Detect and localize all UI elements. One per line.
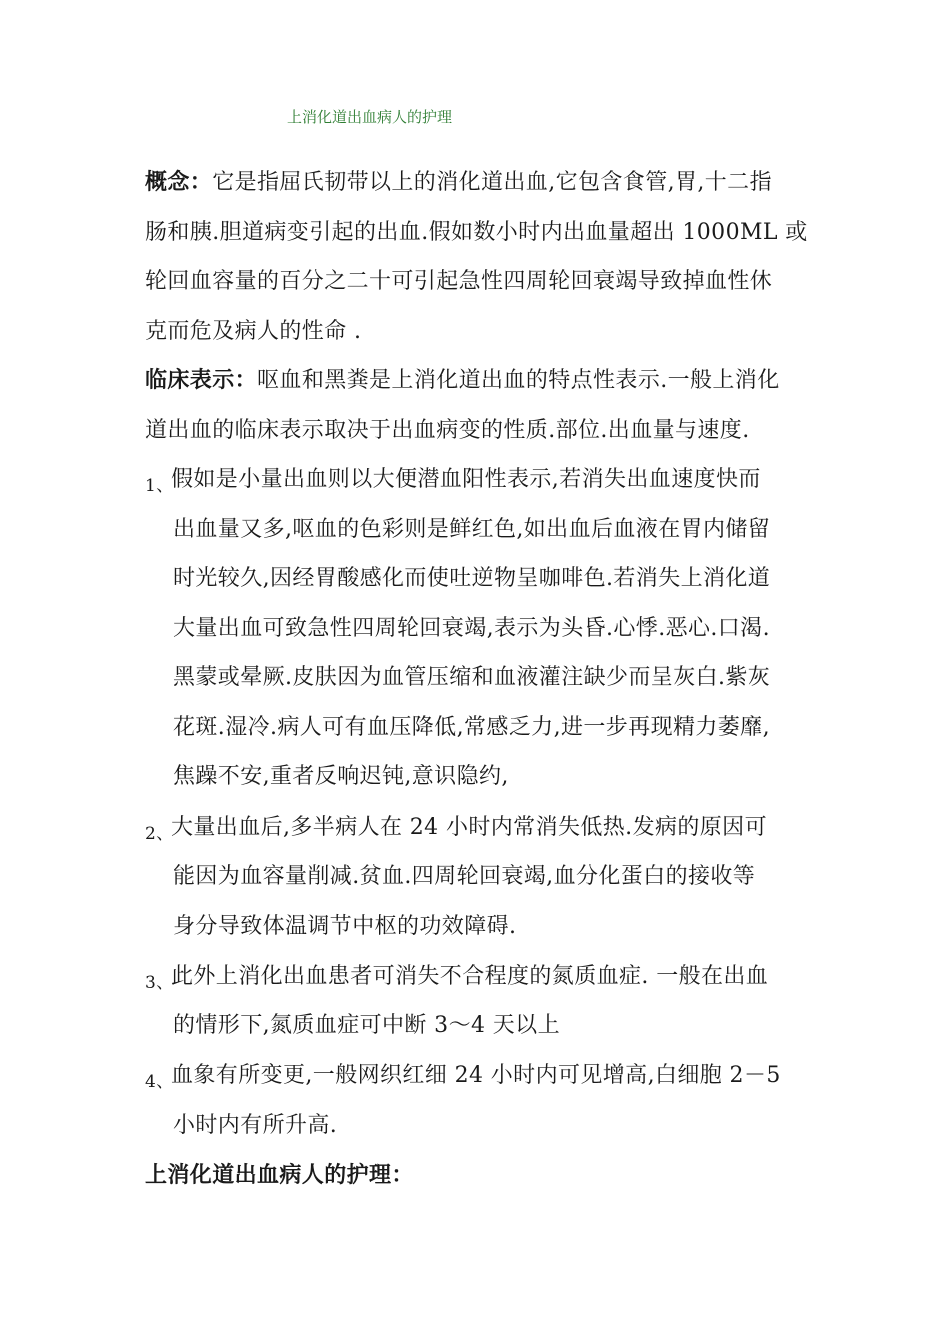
- concept-label: 概念：: [145, 170, 213, 195]
- item-text: 假如是小量出血则以大便潜血阳性表示,若消失出血速度快而: [171, 467, 761, 492]
- clinical-text: 呕血和黑粪是上消化道出血的特点性表示.一般上消化: [257, 368, 780, 393]
- concept-line-4: 克而危及病人的性命 .: [145, 319, 362, 344]
- item-1-line-5: 黑蒙或晕厥.皮肤因为血管压缩和血液灌注缺少而呈灰白.紫灰: [173, 665, 771, 690]
- item-text: 血象有所变更,一般网织红细 24 小时内可见增高,白细胞 2－5: [171, 1063, 781, 1088]
- concept-line-1: [145, 168, 772, 198]
- concept-text: 它是指屈氏韧带以上的消化道出血,它包含食管,胃,十二指: [212, 170, 772, 195]
- item-text: 大量出血后,多半病人在 24 小时内常消失低热.发病的原因可: [171, 815, 767, 840]
- item-2-line-2: 能因为血容量削减.贫血.四周轮回衰竭,血分化蛋白的接收等: [173, 864, 756, 889]
- item-1-line-3: 时光较久,因经胃酸感化而使吐逆物呈咖啡色.若消失上消化道: [173, 566, 771, 591]
- clinical-line-1: [145, 366, 780, 396]
- item-4-line-1: [145, 1061, 781, 1092]
- item-1-line-4: 大量出血可致急性四周轮回衰竭,表示为头昏.心悸.恶心.口渴.: [173, 616, 770, 641]
- item-1-line-7: 焦躁不安,重者反响迟钝,意识隐约,: [173, 764, 509, 789]
- item-number: 3、: [145, 973, 174, 993]
- item-4-line-2: 小时内有所升高.: [173, 1113, 338, 1138]
- item-number: 1、: [145, 476, 174, 496]
- item-1-line-6: 花斑.湿冷.病人可有血压降低,常感乏力,进一步再现精力萎靡,: [173, 715, 770, 740]
- concept-line-2: 肠和胰.胆道病变引起的出血.假如数小时内出血量超出 1000ML 或: [145, 220, 808, 245]
- clinical-line-2: 道出血的临床表示取决于出血病变的性质.部位.出血量与速度.: [145, 418, 750, 443]
- clinical-label: 临床表示：: [145, 368, 258, 393]
- item-2-line-1: [145, 813, 767, 844]
- nursing-heading: 上消化道出血病人的护理：: [145, 1163, 414, 1188]
- item-3-line-1: [145, 962, 768, 993]
- item-2-line-3: 身分导致体温调节中枢的功效障碍.: [173, 914, 517, 939]
- concept-line-3: 轮回血容量的百分之二十可引起急性四周轮回衰竭导致掉血性休: [145, 269, 773, 294]
- item-number: 2、: [145, 824, 174, 844]
- item-number: 4、: [145, 1072, 174, 1092]
- item-text: 此外上消化出血患者可消失不合程度的氮质血症. 一般在出血: [171, 964, 769, 989]
- item-3-line-2: 的情形下,氮质血症可中断 3～4 天以上: [173, 1013, 560, 1038]
- document-title: 上消化道出血病人的护理: [287, 108, 453, 126]
- item-1-line-1: [145, 465, 761, 496]
- item-1-line-2: 出血量又多,呕血的色彩则是鲜红色,如出血后血液在胃内储留: [173, 517, 771, 542]
